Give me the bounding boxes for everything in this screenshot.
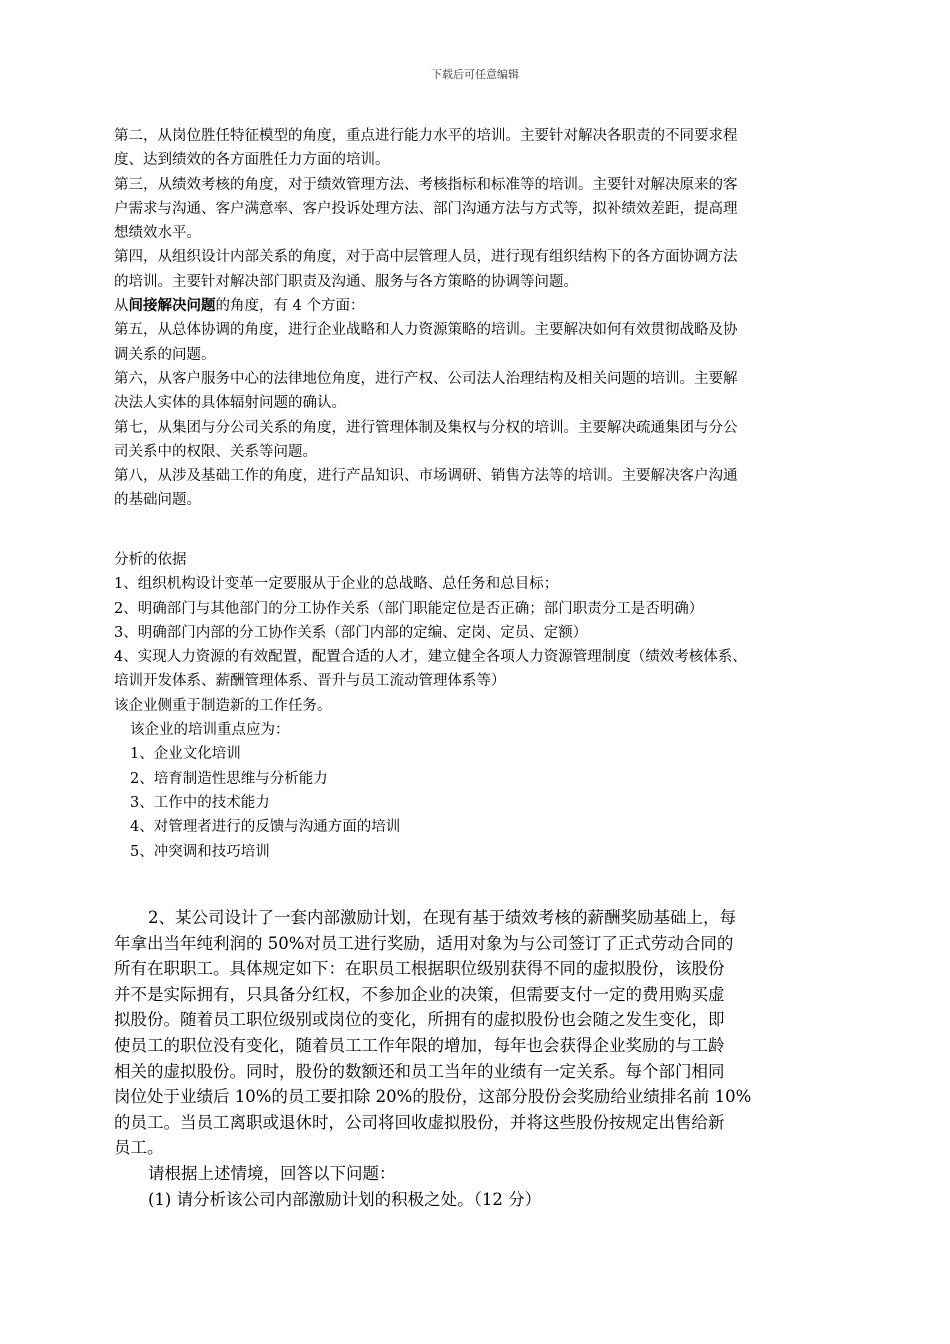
- list-item: 4、实现人力资源的有效配置，配置合适的人才，建立健全各项人力资源管理制度（绩效考核体系、: [114, 649, 747, 666]
- case-paragraph-line: 使员工的职位没有变化，随着员工工作年限的增加，每年也会获得企业奖励的与工龄: [114, 1035, 725, 1055]
- list-item: 2、明确部门与其他部门的分工协作关系（部门职能定位是否正确；部门职责分工是否明确）: [114, 600, 704, 617]
- section-title: 分析的依据: [114, 552, 187, 568]
- paragraph-line: 户需求与沟通、客户满意率、客户投诉处理方法、部门沟通方法与方式等，拟补绩效差距，提高理: [114, 200, 738, 217]
- paragraph-line: 第八，从涉及基础工作的角度，进行产品知识、市场调研、销售方法等的培训。主要解决客户沟通: [114, 468, 738, 485]
- paragraph-line: 决法人实体的具体辐射问题的确认。: [114, 395, 346, 412]
- list-item: 1、组织机构设计变革一定要服从于企业的总战略、总任务和总目标；: [114, 576, 559, 593]
- case-question-section: [114, 905, 838, 1212]
- paragraph-line: 度、达到绩效的各方面胜任力方面的培训。: [114, 152, 390, 169]
- paragraph-line: 第四，从组织设计内部关系的角度，对于高中层管理人员，进行现有组织结构下的各方面协调方法: [114, 249, 738, 266]
- training-intro: 该企业的培训重点应为：: [130, 722, 290, 739]
- training-item: 3、工作中的技术能力: [130, 794, 270, 811]
- page-header: 下载后可任意编辑: [431, 68, 519, 81]
- indirect-heading: [114, 294, 838, 318]
- paragraph-line: 第六，从客户服务中心的法律地位角度，进行产权、公司法人治理结构及相关问题的培训。主要解: [114, 370, 738, 387]
- indirect-suffix: 的角度，有 4 个方面：: [215, 298, 365, 315]
- case-paragraph-line: 拟股份。随着员工职位级别或岗位的变化，所拥有的虚拟股份也会随之发生变化，即: [114, 1010, 725, 1030]
- training-aspects-section: [114, 124, 838, 513]
- paragraph-line: 第二，从岗位胜任特征模型的角度，重点进行能力水平的培训。主要针对解决各职责的不同要求程: [114, 128, 738, 144]
- paragraph-line: 的基础问题。: [114, 492, 201, 509]
- training-item: 2、培育制造性思维与分析能力: [130, 770, 328, 787]
- paragraph-line: 第五，从总体协调的角度，进行企业战略和人力资源策略的培训。主要解决如何有效贯彻战略及协: [114, 322, 738, 339]
- case-paragraph-line: 岗位处于业绩后 10%的员工要扣除 20%的股份，这部分股份会奖励给业绩排名前 10%: [114, 1087, 752, 1107]
- training-item: 4、对管理者进行的反馈与沟通方面的培训: [130, 819, 401, 836]
- paragraph-line: 第七，从集团与分公司关系的角度，进行管理体制及集权与分权的培训。主要解决疏通集团与分公: [114, 419, 738, 436]
- training-item: 1、企业文化培训: [130, 746, 241, 763]
- paragraph-line: 的培训。主要针对解决部门职责及沟通、服务与各方策略的协调等问题。: [114, 273, 578, 290]
- case-paragraph-line: 相关的虚拟股份。同时，股份的数额还和员工当年的业绩有一定关系。每个部门相同: [114, 1061, 725, 1081]
- case-question: (1) 请分析该公司内部激励计划的积极之处。（12 分）: [148, 1189, 542, 1209]
- case-paragraph-line: 所有在职职工。具体规定如下：在职员工根据职位级别获得不同的虚拟股份，该股份: [114, 959, 725, 979]
- paragraph-line: 司关系中的权限、关系等问题。: [114, 443, 317, 460]
- indirect-prefix: 从: [114, 298, 129, 315]
- list-item: 培训开发体系、薪酬管理体系、晋升与员工流动管理体系等）: [114, 673, 506, 690]
- case-paragraph-line: 并不是实际拥有，只具备分红权，不参加企业的决策，但需要支付一定的费用购买虚: [114, 984, 725, 1004]
- focus-statement: 该企业侧重于制造新的工作任务。: [114, 697, 332, 714]
- case-paragraph-line: 员工。: [114, 1138, 164, 1158]
- list-item: 3、明确部门内部的分工协作关系（部门内部的定编、定岗、定员、定额）: [114, 624, 588, 641]
- case-prompt: 请根据上述情境，回答以下问题：: [148, 1163, 396, 1183]
- paragraph-line: 第三，从绩效考核的角度，对于绩效管理方法、考核指标和标准等的培训。主要针对解决原来的客: [114, 176, 738, 193]
- case-paragraph-line: 2、某公司设计了一套内部激励计划，在现有基于绩效考核的薪酬奖励基础上，每: [148, 908, 736, 927]
- paragraph-line: 调关系的问题。: [114, 346, 216, 363]
- paragraph-line: 想绩效水平。: [114, 225, 201, 242]
- case-paragraph-line: 年拿出当年纯利润的 50%对员工进行奖励，适用对象为与公司签订了正式劳动合同的: [114, 933, 734, 953]
- case-paragraph-line: 的员工。当员工离职或退休时，公司将回收虚拟股份，并将这些股份按规定出售给新: [114, 1112, 725, 1132]
- analysis-basis-section: [114, 548, 838, 864]
- indirect-bold-term: 间接解决问题: [128, 297, 216, 315]
- training-item: 5、冲突调和技巧培训: [130, 843, 270, 860]
